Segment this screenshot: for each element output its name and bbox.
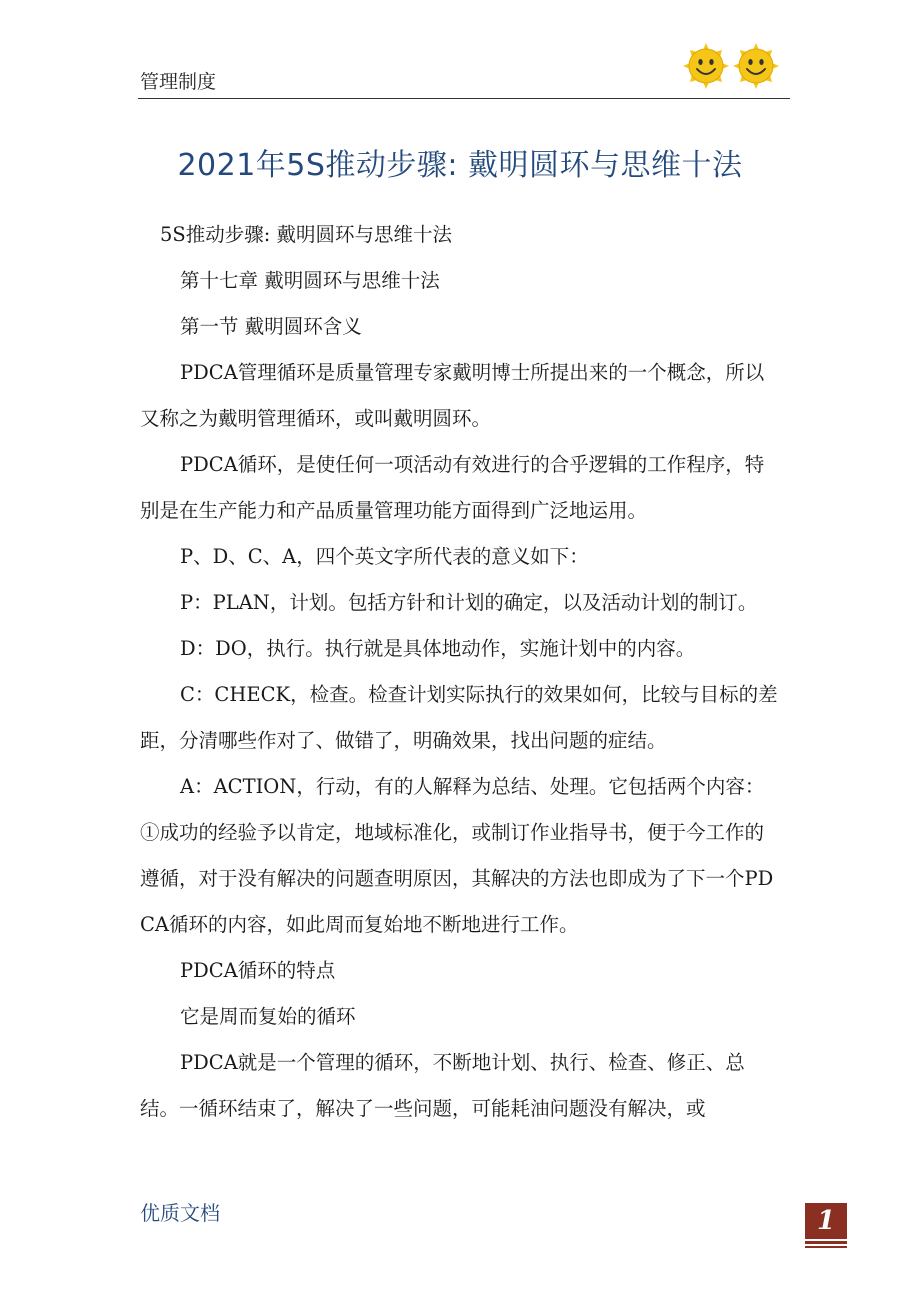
paragraph: PDCA管理循环是质量管理专家戴明博士所提出来的一个概念，所以又称之为戴明管理循环，或叫戴明圆环。 <box>140 361 765 430</box>
paragraph: 它是周而复始的循环 <box>180 1005 356 1028</box>
badge-stripe <box>805 1241 847 1244</box>
paragraph: A：ACTION，行动，有的人解释为总结、处理。它包括两个内容：①成功的经验予以肯定，地域标准化，或制订作业指导书，便于今工作的遵循，对于没有解决的问题查明原因，其解决的方法也即成为了下一个PDCA循环的内容，如此周而复始地不断地进行工作。 <box>140 775 774 936</box>
page-header <box>138 40 790 99</box>
page-number-badge <box>805 1203 847 1249</box>
paragraph: D：DO，执行。执行就是具体地动作，实施计划中的内容。 <box>180 637 696 660</box>
paragraph: 5S推动步骤: 戴明圆环与思维十法 <box>160 223 453 246</box>
smiley-face-icon <box>733 43 779 89</box>
paragraph: P：PLAN，计划。包括方针和计划的确定，以及活动计划的制订。 <box>180 591 758 614</box>
paragraph: P、D、C、A，四个英文字所代表的意义如下： <box>180 545 589 568</box>
paragraph: PDCA就是一个管理的循环，不断地计划、执行、检查、修正、总结。一循环结束了，解决了一些问题，可能耗油问题没有解决，或 <box>140 1051 745 1120</box>
paragraph: PDCA循环的特点 <box>180 959 336 982</box>
paragraph: C：CHECK，检查。检查计划实际执行的效果如何，比较与目标的差距，分清哪些作对了、做错了，明确效果，找出问题的症结。 <box>140 683 778 752</box>
footer-label: 优质文档 <box>140 1201 220 1225</box>
document-title: 2021年5S推动步骤: 戴明圆环与思维十法 <box>177 148 743 183</box>
section-heading: 第一节 戴明圆环含义 <box>180 315 362 338</box>
header-label: 管理制度 <box>140 71 217 93</box>
document-body <box>140 212 782 1132</box>
chapter-heading: 第十七章 戴明圆环与思维十法 <box>180 269 440 292</box>
paragraph: PDCA循环，是使任何一项活动有效进行的合乎逻辑的工作程序，特别是在生产能力和产品质量管理功能方面得到广泛地运用。 <box>140 453 765 522</box>
header-decoration <box>682 42 782 90</box>
badge-stripe <box>805 1246 847 1248</box>
smiley-face-icon <box>683 43 729 89</box>
page-number: 1 <box>805 1203 847 1239</box>
